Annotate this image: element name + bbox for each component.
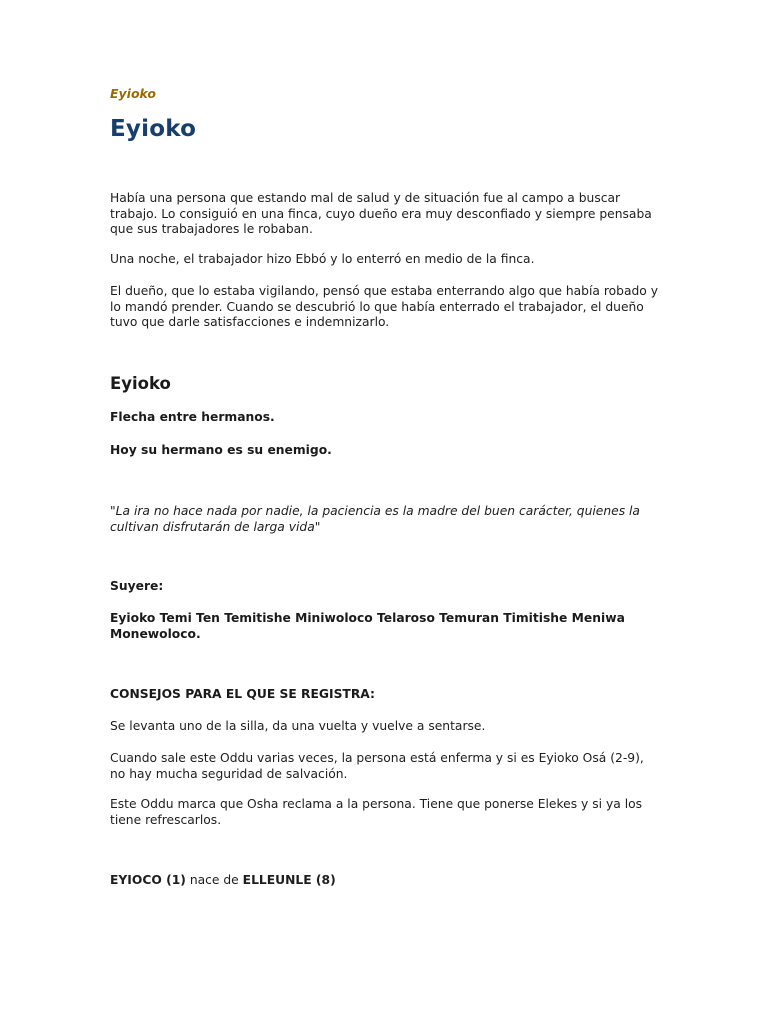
consejos-heading: CONSEJOS PARA EL QUE SE REGISTRA: <box>110 687 375 701</box>
origin-parent: ELLEUNLE (8) <box>242 873 336 887</box>
flecha-line: Flecha entre hermanos. <box>110 410 275 424</box>
hermano-line: Hoy su hermano es su enemigo. <box>110 443 332 457</box>
page-title: Eyioko <box>110 116 197 142</box>
story-paragraph-2: Una noche, el trabajador hizo Ebbó y lo enterró en medio de la finca. <box>110 252 535 266</box>
section-heading: Eyioko <box>110 374 171 393</box>
consejo-2: Cuando sale este Oddu varias veces, la persona está enferma y si es Eyioko Osá (2-9), no hay mucha seguridad de salvación. <box>110 751 644 781</box>
origin-connector: nace de <box>189 873 239 887</box>
consejo-3: Este Oddu marca que Osha reclama a la persona. Tiene que ponerse Elekes y si ya los tiene refrescarlos. <box>110 797 643 827</box>
consejo-1: Se levanta uno de la silla, da una vuelta y vuelve a sentarse. <box>110 719 486 733</box>
story-paragraph-3: El dueño, que lo estaba vigilando, pensó que estaba enterrando algo que había robado y lo mandó prender. Cuando se descubrió lo que había enterrado el trabajador, el dueño tuvo que darle satisfacciones e indemnizarlo. <box>110 284 658 329</box>
story-paragraph-1: Había una persona que estando mal de salud y de situación fue al campo a buscar trabajo. Lo consiguió en una finca, cuyo dueño era muy desconfiado y siempre pensaba que sus trabajadores le robaban. <box>110 191 652 236</box>
breadcrumb: Eyioko <box>110 86 157 101</box>
origin-line <box>110 873 662 889</box>
origin-name: EYIOCO (1) <box>110 873 186 887</box>
proverb-quote: "La ira no hace nada por nadie, la paciencia es la madre del buen carácter, quienes la cultivan disfrutarán de larga vida" <box>110 504 640 534</box>
suyere-text: Eyioko Temi Ten Temitishe Miniwoloco Telaroso Temuran Timitishe Meniwa Monewoloco. <box>110 611 625 641</box>
suyere-label: Suyere: <box>110 579 164 593</box>
